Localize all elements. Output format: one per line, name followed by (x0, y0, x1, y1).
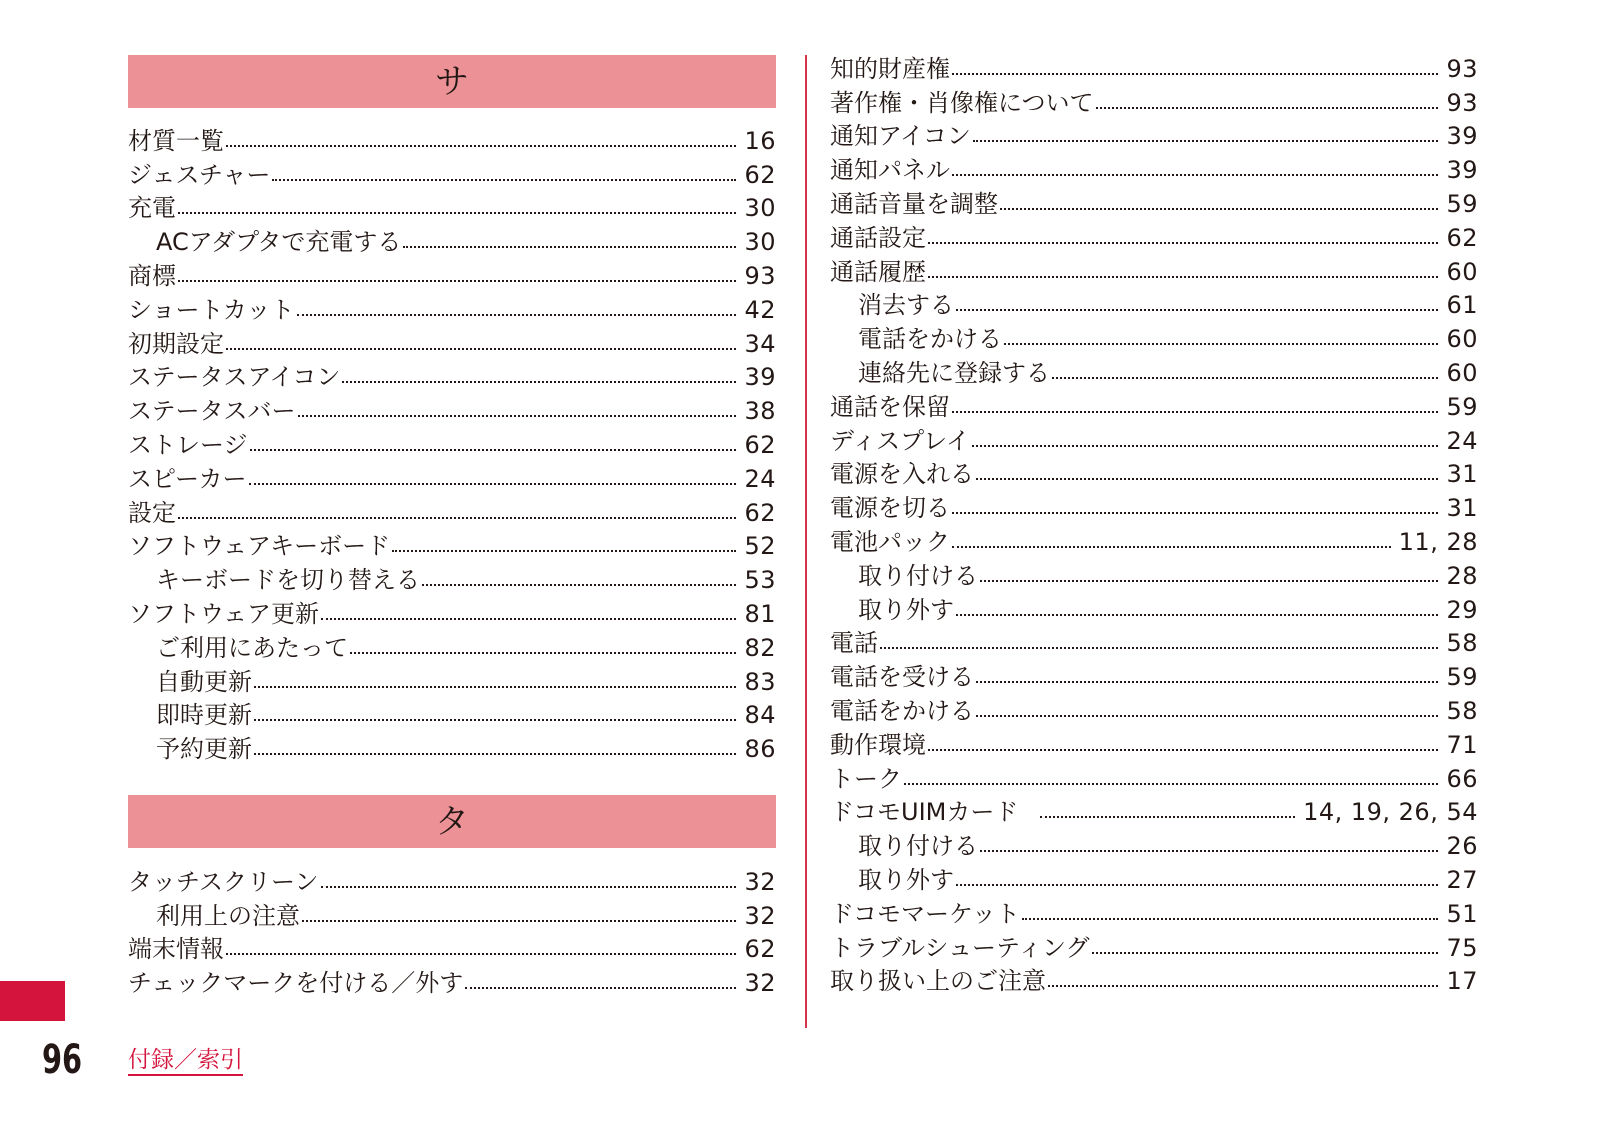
entry-label: ステータスバー (128, 397, 296, 426)
entry-page-ref: 32 (744, 867, 776, 896)
index-entry (830, 660, 1478, 694)
index-entry (128, 899, 776, 933)
index-entry (830, 491, 1478, 525)
index-entry (128, 496, 776, 530)
entry-label: ディスプレイ (830, 426, 970, 455)
entry-page-ref: 51 (1446, 899, 1478, 928)
index-entry (830, 829, 1478, 863)
entry-page-ref: 62 (1446, 223, 1478, 252)
entry-page-ref: 93 (1446, 54, 1478, 83)
entry-page-ref: 52 (744, 532, 776, 561)
entry-page-ref: 60 (1446, 359, 1478, 388)
entry-label: 著作権・肖像権について (830, 88, 1094, 117)
dot-leader (952, 73, 1438, 75)
entry-page-ref: 62 (744, 431, 776, 460)
entry-page-ref: 24 (744, 464, 776, 493)
entry-page-ref: 39 (1446, 156, 1478, 185)
entry-label: 電話を受ける (830, 663, 974, 692)
entry-label: 取り外す (858, 866, 954, 895)
index-entry (128, 327, 776, 361)
entry-label: 商標 (128, 262, 176, 291)
section-title-link[interactable]: 付録／索引 (128, 1049, 243, 1076)
entry-label: 電話 (830, 629, 878, 658)
dot-leader (980, 580, 1438, 582)
dot-leader (976, 681, 1438, 683)
dot-leader (178, 280, 736, 282)
dot-leader (1092, 952, 1439, 954)
entry-page-ref: 53 (744, 566, 776, 595)
entry-label: 通話を保留 (830, 392, 950, 421)
index-entry (830, 289, 1478, 323)
index-list-ta (128, 865, 776, 1000)
dot-leader (178, 212, 736, 214)
index-entry (830, 322, 1478, 356)
entry-page-ref: 42 (744, 295, 776, 324)
entry-page-ref: 86 (744, 735, 776, 764)
dot-leader (350, 652, 736, 654)
section-heading-ta: タ (128, 795, 776, 848)
dot-leader (403, 246, 736, 248)
dot-leader (1022, 918, 1439, 920)
index-entry (128, 259, 776, 293)
dot-leader (254, 719, 736, 721)
index-entry (128, 462, 776, 496)
entry-label: ドコモマーケット (830, 899, 1020, 928)
entry-label: 取り扱い上のご注意 (830, 967, 1046, 996)
dot-leader (956, 614, 1438, 616)
entry-page-ref: 82 (744, 633, 776, 662)
entry-page-ref: 93 (1446, 88, 1478, 117)
entry-page-ref: 39 (1446, 122, 1478, 151)
entry-label: 動作環境 (830, 730, 926, 759)
entry-label: 連絡先に登録する (858, 359, 1050, 388)
index-entry (830, 762, 1478, 796)
entry-label: 自動更新 (156, 667, 252, 696)
entry-label: ACアダプタで充電する (156, 228, 402, 257)
dot-leader (1048, 985, 1438, 987)
dot-leader (422, 584, 736, 586)
dot-leader (1000, 208, 1438, 210)
entry-page-ref: 60 (1446, 325, 1478, 354)
entry-label: 電池パック (830, 528, 950, 557)
entry-page-ref: 39 (744, 363, 776, 392)
index-entry (128, 225, 776, 259)
index-entry (830, 694, 1478, 728)
entry-label: 通話設定 (830, 223, 926, 252)
index-entry (128, 631, 776, 665)
entry-page-ref: 62 (744, 935, 776, 964)
entry-page-ref: 75 (1446, 933, 1478, 962)
entry-page-ref: 61 (1446, 291, 1478, 320)
dot-leader (297, 314, 737, 316)
index-list-right (830, 52, 1478, 998)
entry-page-ref: 93 (744, 262, 776, 291)
index-entry (830, 559, 1478, 593)
index-entry (128, 563, 776, 597)
dot-leader (226, 348, 736, 350)
entry-page-ref: 31 (1446, 494, 1478, 523)
entry-label: 取り外す (858, 595, 954, 624)
index-entry (128, 394, 776, 428)
dot-leader (465, 987, 736, 989)
index-entry (128, 428, 776, 462)
dot-leader (952, 546, 1391, 548)
dot-leader (928, 749, 1438, 751)
dot-leader (302, 920, 736, 922)
entry-page-ref: 71 (1446, 730, 1478, 759)
entry-page-ref: 32 (744, 901, 776, 930)
entry-label: ステータスアイコン (128, 363, 341, 392)
entry-label: スピーカー (128, 464, 247, 493)
dot-leader (321, 886, 737, 888)
dot-leader (298, 415, 737, 417)
entry-page-ref: 81 (744, 600, 776, 629)
dot-leader (226, 145, 736, 147)
index-entry (830, 52, 1478, 86)
dot-leader (880, 647, 1438, 649)
index-entry (128, 192, 776, 226)
dot-leader (178, 517, 736, 519)
entry-page-ref: 58 (1446, 697, 1478, 726)
index-entry (830, 965, 1478, 999)
dot-leader (972, 445, 1439, 447)
entry-page-ref: 30 (744, 194, 776, 223)
entry-page-ref: 38 (744, 397, 776, 426)
entry-page-ref: 30 (744, 228, 776, 257)
index-entry (830, 255, 1478, 289)
entry-label: ソフトウェアキーボード (128, 532, 391, 561)
entry-label: 消去する (858, 291, 954, 320)
index-entry (128, 293, 776, 327)
entry-page-ref: 62 (744, 160, 776, 189)
entry-label: 電源を入れる (830, 460, 974, 489)
entry-page-ref: 62 (744, 498, 776, 527)
entry-label: トラブルシューティング (830, 933, 1090, 962)
index-entry (128, 699, 776, 733)
index-entry (830, 153, 1478, 187)
entry-label: 知的財産権 (830, 54, 950, 83)
entry-label: キーボードを切り替える (156, 566, 420, 595)
dot-leader (928, 242, 1438, 244)
entry-page-ref: 59 (1446, 663, 1478, 692)
entry-page-ref: 27 (1446, 866, 1478, 895)
dot-leader (250, 449, 737, 451)
entry-page-ref: 84 (744, 701, 776, 730)
index-entry (830, 627, 1478, 661)
entry-page-ref: 16 (744, 126, 776, 155)
index-entry (830, 120, 1478, 154)
entry-label: 端末情報 (128, 935, 224, 964)
dot-leader (1004, 343, 1438, 345)
entry-label: 即時更新 (156, 701, 252, 730)
dot-leader (976, 478, 1438, 480)
dot-leader (342, 381, 736, 383)
index-entry (830, 931, 1478, 965)
index-entry (830, 424, 1478, 458)
entry-label: トーク (830, 764, 902, 793)
dot-leader (976, 715, 1438, 717)
entry-page-ref: 59 (1446, 190, 1478, 219)
index-entry (128, 933, 776, 967)
dot-leader (321, 618, 736, 620)
index-entry (128, 361, 776, 395)
index-entry (830, 356, 1478, 390)
section-side-tab (0, 981, 65, 1021)
dot-leader (928, 276, 1438, 278)
index-entry (128, 530, 776, 564)
dot-leader (904, 783, 1438, 785)
entry-page-ref: 59 (1446, 392, 1478, 421)
entry-label: 利用上の注意 (156, 901, 300, 930)
entry-label: 材質一覧 (128, 126, 224, 155)
dot-leader (1040, 816, 1295, 818)
dot-leader (392, 550, 736, 552)
dot-leader (980, 850, 1438, 852)
entry-label: タッチスクリーン (128, 867, 319, 896)
entry-label: ジェスチャー (128, 160, 271, 189)
entry-label: 初期設定 (128, 329, 224, 358)
page-number: 96 (42, 1037, 83, 1083)
index-list-sa (128, 124, 776, 766)
column-divider (805, 55, 807, 1028)
entry-page-ref: 31 (1446, 460, 1478, 489)
index-entry (128, 732, 776, 766)
section-heading-sa: サ (128, 55, 776, 108)
dot-leader (956, 884, 1438, 886)
entry-label: 電話をかける (858, 325, 1002, 354)
entry-page-ref: 58 (1446, 629, 1478, 658)
entry-label: チェックマークを付ける／外す (128, 969, 464, 998)
entry-label: 通知パネル (830, 156, 950, 185)
dot-leader (952, 174, 1438, 176)
dot-leader (226, 953, 736, 955)
entry-page-ref: 11, 28 (1398, 528, 1478, 557)
entry-label: ストレージ (128, 431, 248, 460)
entry-label: 取り付ける (858, 832, 978, 861)
index-entry (128, 124, 776, 158)
dot-leader (272, 179, 736, 181)
index-entry (830, 897, 1478, 931)
entry-page-ref: 26 (1446, 832, 1478, 861)
entry-page-ref: 32 (744, 969, 776, 998)
entry-label: 予約更新 (156, 735, 252, 764)
entry-page-ref: 17 (1446, 967, 1478, 996)
entry-label: 取り付ける (858, 561, 978, 590)
entry-label: 設定 (128, 498, 176, 527)
entry-page-ref: 28 (1446, 561, 1478, 590)
dot-leader (1052, 377, 1438, 379)
index-entry (128, 865, 776, 899)
dot-leader (952, 411, 1438, 413)
entry-page-ref: 66 (1446, 764, 1478, 793)
index-entry (830, 593, 1478, 627)
entry-label: 通話音量を調整 (830, 190, 998, 219)
index-entry (128, 665, 776, 699)
entry-page-ref: 24 (1446, 426, 1478, 455)
entry-label: 電源を切る (830, 494, 950, 523)
entry-label: ご利用にあたって (156, 633, 348, 662)
entry-label: 通話履歴 (830, 257, 926, 286)
entry-label: 通知アイコン (830, 122, 971, 151)
dot-leader (956, 309, 1438, 311)
index-entry (830, 221, 1478, 255)
dot-leader (952, 512, 1438, 514)
index-entry (830, 458, 1478, 492)
entry-page-ref: 29 (1446, 595, 1478, 624)
dot-leader (249, 483, 737, 485)
entry-label: ソフトウェア更新 (128, 600, 320, 629)
index-entry (128, 597, 776, 631)
index-entry (830, 796, 1478, 830)
index-entry (830, 187, 1478, 221)
entry-page-ref: 14, 19, 26, 54 (1303, 798, 1478, 827)
entry-page-ref: 60 (1446, 257, 1478, 286)
index-entry (830, 863, 1478, 897)
index-entry (830, 525, 1478, 559)
dot-leader (973, 140, 1439, 142)
entry-label: 電話をかける (830, 697, 974, 726)
index-entry (830, 390, 1478, 424)
entry-label: 充電 (128, 194, 176, 223)
entry-label: ショートカット (128, 295, 295, 324)
index-entry (830, 86, 1478, 120)
dot-leader (254, 686, 736, 688)
index-entry (128, 158, 776, 192)
entry-page-ref: 83 (744, 667, 776, 696)
dot-leader (254, 753, 736, 755)
index-entry (830, 728, 1478, 762)
index-entry (128, 966, 776, 1000)
entry-label: ドコモUIMカード (830, 798, 1019, 827)
dot-leader (1096, 107, 1439, 109)
entry-page-ref: 34 (744, 329, 776, 358)
